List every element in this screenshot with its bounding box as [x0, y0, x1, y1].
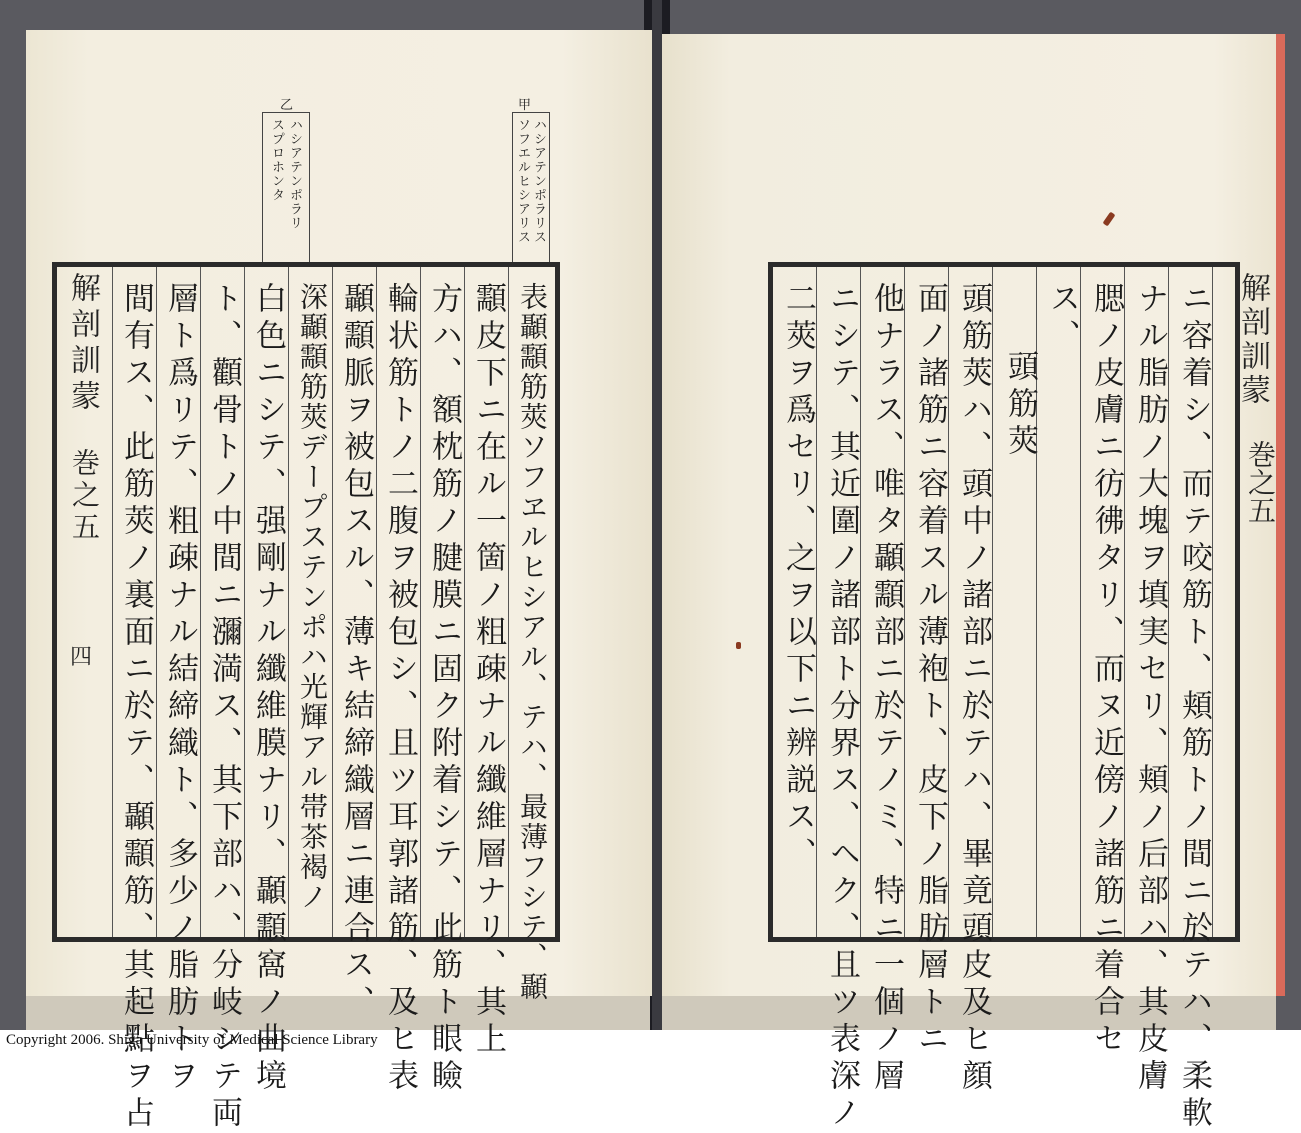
- right-text-column: 腮ノ皮膚ニ彷彿タリ、而ヌ近傍ノ諸筋ニ着合セ: [1088, 282, 1124, 1059]
- paper-stain: [736, 642, 741, 649]
- section-heading: 頭筋莢: [1002, 350, 1038, 461]
- right-text-column: 二莢ヲ爲セリ、之ヲ以下ニ辨説ス、: [780, 282, 816, 874]
- left-page-number: 四: [70, 645, 93, 670]
- gloss-line: ハシアテンポラリ: [287, 118, 302, 230]
- copyright-notice: Copyright 2006. Shiga University of Medical Science Library: [6, 1032, 378, 1048]
- left-text-column: 白色ニシテ、强剛ナル纖維膜ナリ、顳顬窩ノ曲境: [250, 282, 286, 1096]
- right-text-column: ニ容着シ、而テ咬筋ト、頬筋トノ間ニ於テハ、柔軟: [1176, 282, 1212, 1133]
- right-text-column: ニシテ、其近圍ノ諸部ト分界ス、ヘク、且ツ表深ノ: [824, 282, 860, 1133]
- column-rule: [244, 267, 245, 937]
- column-rule: [376, 267, 377, 937]
- gloss-line: ハシアテンポラリス: [531, 118, 546, 244]
- left-text-column: 顬皮下ニ在ル一箇ノ粗疎ナル纖維層ナリ、其上: [470, 282, 506, 1059]
- column-rule: [112, 267, 113, 937]
- column-rule: [200, 267, 201, 937]
- column-rule: [156, 267, 157, 937]
- column-rule: [332, 267, 333, 937]
- left-text-column: 層ト爲リテ、粗疎ナル結締織ト、多少ノ脂肪トヲ: [162, 282, 198, 1096]
- left-text-column: 輪状筋トノ二腹ヲ被包シ、且ツ耳郭諸筋、及ヒ表: [382, 282, 418, 1096]
- left-volume-label: 巻之五: [68, 448, 101, 544]
- right-text-column: 他ナラス、唯タ顳顬部ニ於テノミ、特ニ一個ノ層: [868, 282, 904, 1096]
- left-side-title: 解剖訓蒙: [65, 272, 100, 416]
- left-text-column: ト、顴骨トノ中間ニ瀰満ス、其下部ハ、分岐シテ両: [206, 282, 242, 1133]
- column-rule: [508, 267, 509, 937]
- left-text-column: 顳顬脈ヲ被包スル、薄キ結締織層ニ連合ス、: [338, 282, 374, 1022]
- right-text-column: 面ノ諸筋ニ容着スル薄袍ト、皮下ノ脂肪層トニ: [912, 282, 948, 1059]
- left-text-column: 深顳顬筋莢デープステンポハ光輝アル帯茶褐ノ: [296, 282, 329, 912]
- left-text-column: 表顳顬筋莢ソフヱルヒシアル、テハ、最薄フシテ、顳: [516, 282, 549, 1002]
- book-spine: [652, 0, 662, 1030]
- right-text-column: ス、: [1044, 282, 1080, 356]
- gloss-mark-kou: 甲: [518, 98, 532, 113]
- right-text-column: 頭筋莢ハ、頭中ノ諸部ニ於テハ、畢竟頭皮及ヒ顔: [956, 282, 992, 1096]
- right-text-column: ナル脂肪ノ大塊ヲ填実セリ、頬ノ后部ハ、其皮膚: [1132, 282, 1168, 1096]
- right-side-title: 解剖訓蒙: [1235, 272, 1270, 408]
- column-rule: [288, 267, 289, 937]
- left-text-column: 方ハ、額枕筋ノ腱膜ニ固ク附着シテ、此筋ト眼瞼: [426, 282, 462, 1096]
- left-text-column: 間有ス、此筋莢ノ裏面ニ於テ、顳顬筋、其起點ヲ占: [118, 282, 154, 1133]
- column-rule: [464, 267, 465, 937]
- gloss-line: スプロホンタ: [269, 118, 284, 202]
- gloss-mark-otsu: 乙: [280, 98, 294, 113]
- column-rule: [420, 267, 421, 937]
- right-volume-label: 巻之五: [1244, 440, 1277, 524]
- column-rule: [1080, 267, 1081, 937]
- gloss-line: ソフエルヒシアリス: [515, 118, 530, 244]
